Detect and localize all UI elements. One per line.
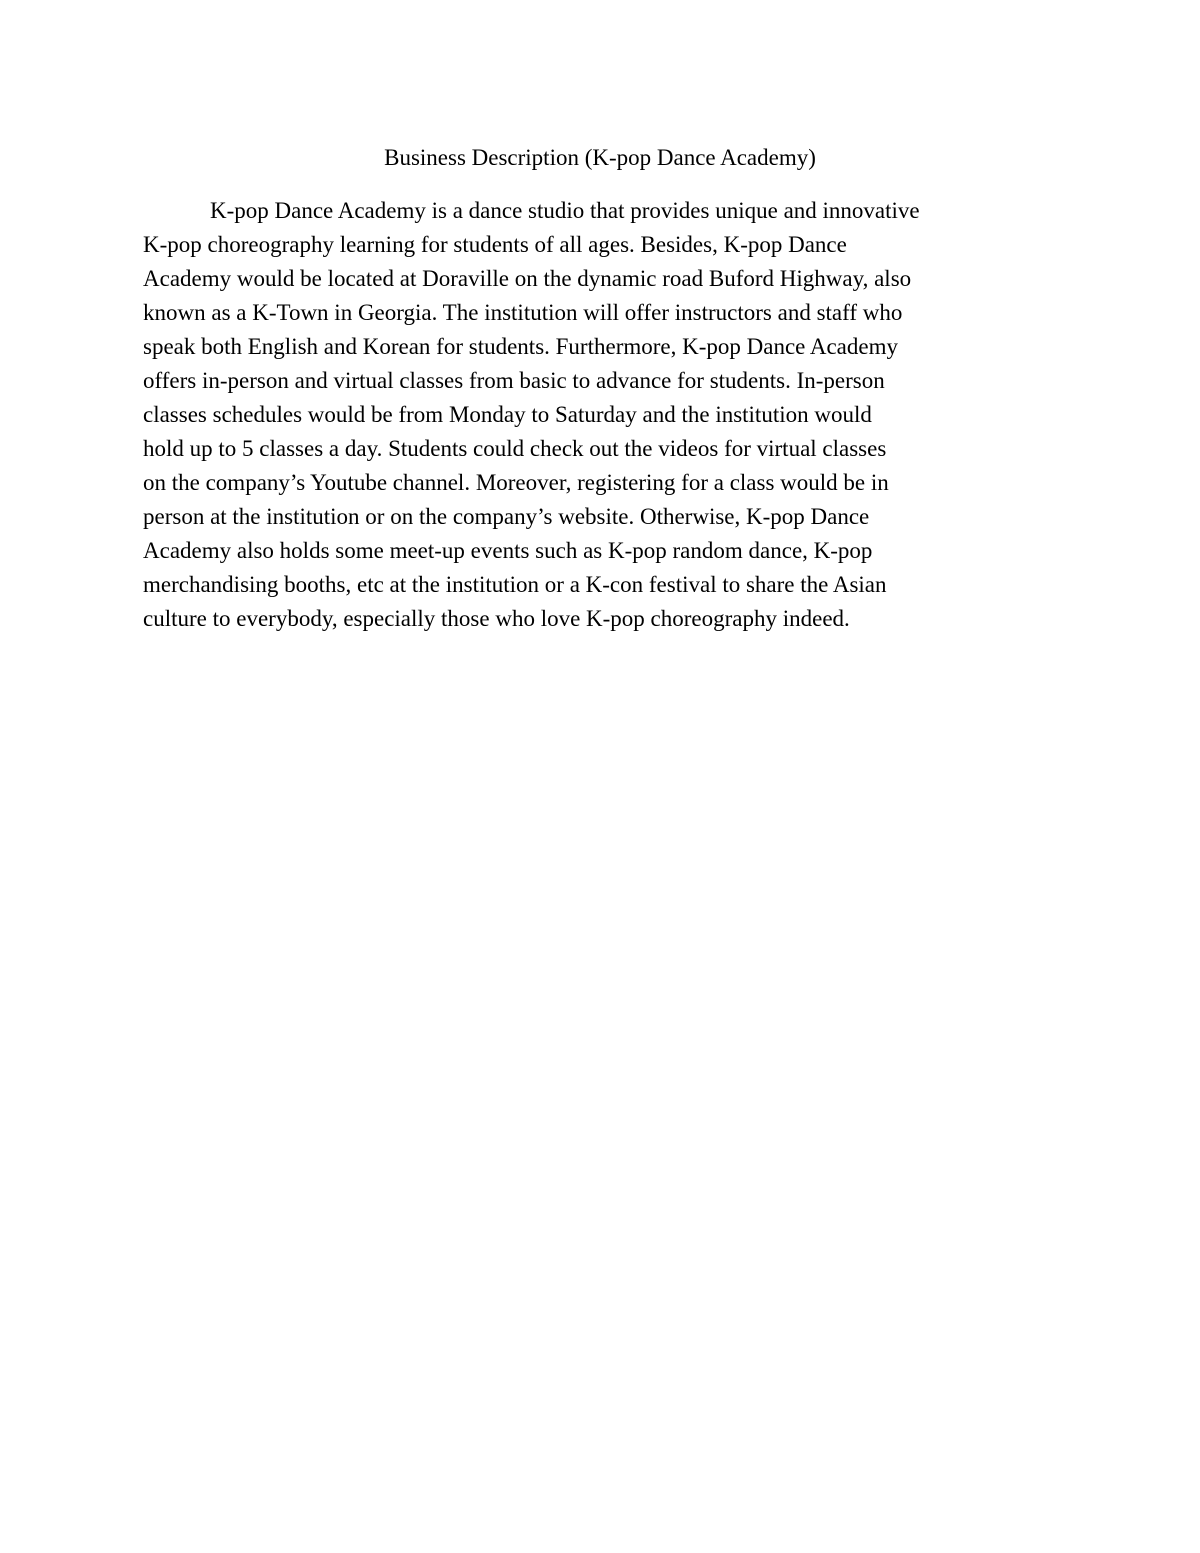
paragraph-line: known as a K-Town in Georgia. The institution will offer instructors and staff who bbox=[143, 300, 903, 325]
paragraph-line: classes schedules would be from Monday to Saturday and the institution would bbox=[143, 402, 872, 427]
paragraph-line: Academy also holds some meet-up events such as K-pop random dance, K-pop bbox=[143, 538, 873, 563]
paragraph-line: K-pop choreography learning for students of all ages. Besides, K-pop Dance bbox=[143, 232, 847, 257]
paragraph-line: on the company’s Youtube channel. Moreover, registering for a class would be in bbox=[143, 470, 889, 495]
paragraph-line: culture to everybody, especially those who love K-pop choreography indeed. bbox=[143, 606, 850, 631]
paragraph-line: merchandising booths, etc at the institution or a K-con festival to share the Asian bbox=[143, 572, 887, 597]
paragraph-line: person at the institution or on the company’s website. Otherwise, K-pop Dance bbox=[143, 504, 870, 529]
paragraph-line: speak both English and Korean for students. Furthermore, K-pop Dance Academy bbox=[143, 334, 898, 359]
paragraph-line: Academy would be located at Doraville on the dynamic road Buford Highway, also bbox=[143, 266, 912, 291]
paragraph-line: hold up to 5 classes a day. Students could check out the videos for virtual classes bbox=[143, 436, 887, 461]
paragraph-line: K-pop Dance Academy is a dance studio that provides unique and innovative bbox=[210, 198, 920, 223]
body-paragraph bbox=[143, 194, 1063, 636]
paragraph-line: offers in-person and virtual classes from basic to advance for students. In-person bbox=[143, 368, 885, 393]
document-title: Business Description (K-pop Dance Academy) bbox=[384, 145, 816, 170]
